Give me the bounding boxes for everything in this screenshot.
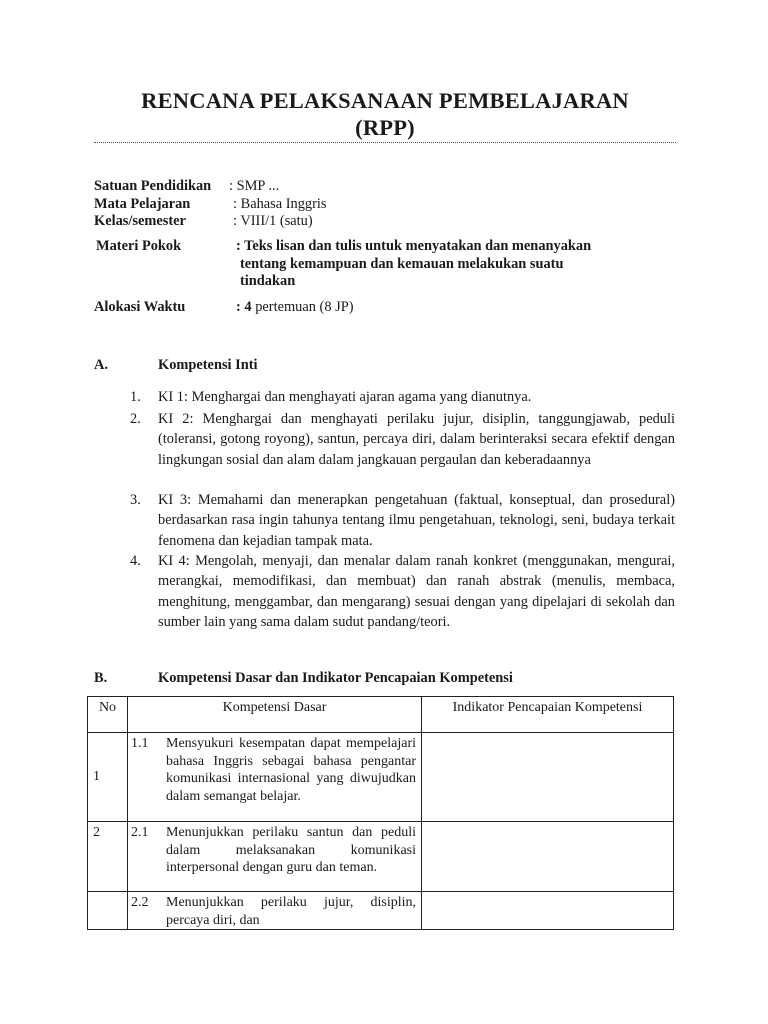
kelas-value: : VIII/1 (satu) — [233, 213, 313, 229]
table-row — [88, 822, 674, 892]
ki-text: KI 4: Mengolah, menyaji, dan menalar dalam ranah konkret (menggunakan, mengurai, merangkai, memodifikasi, dan membuat) dan ranah abstrak (menulis, membaca, menghitung, menggambar, dan mengarang) sesuai dengan yang dipelajari di sekolah dan sumber lain yang sama dalam sudut pandang/teori. — [158, 553, 675, 630]
table-header-row — [88, 697, 674, 733]
materi-label: Materi Pokok — [96, 238, 182, 254]
alokasi-value — [236, 299, 354, 316]
table-row — [88, 733, 674, 822]
satuan-label: Satuan Pendidikan — [94, 178, 212, 194]
ki-number: 2. — [130, 411, 141, 427]
kd-text: Mensyukuri kesempatan dapat mempelajari bahasa Inggris sebagai bahasa pengantar komunikasi internasional yang diwujudkan dalam semangat belajar. — [166, 736, 416, 804]
section-a-title: Kompetensi Inti — [158, 357, 258, 373]
kd-cell — [128, 733, 422, 822]
ki-number: 1. — [130, 389, 141, 405]
row-no — [88, 892, 128, 930]
alokasi-number: : 4 — [236, 299, 252, 315]
header-indikator: Indikator Pencapaian Kompetensi — [422, 697, 674, 733]
satuan-value: : SMP ... — [229, 178, 280, 194]
kd-number: 2.2 — [131, 895, 149, 910]
alokasi-unit: pertemuan (8 JP) — [251, 299, 354, 315]
header-no: No — [88, 697, 128, 733]
kelas-label: Kelas/semester — [94, 213, 186, 229]
table-row — [88, 892, 674, 930]
indikator-cell — [422, 892, 674, 930]
mapel-value: : Bahasa Inggris — [233, 196, 327, 212]
document-title: RENCANA PELAKSANAAN PEMBELAJARAN — [141, 88, 629, 113]
section-b-title: Kompetensi Dasar dan Indikator Pencapaian Kompetensi — [158, 670, 513, 686]
document-title-abbrev: (RPP) — [355, 115, 415, 140]
materi-value-line3: tindakan — [240, 273, 296, 289]
mapel-label: Mata Pelajaran — [94, 196, 191, 212]
row-no: 2 — [88, 822, 128, 892]
ki-number: 4. — [130, 553, 141, 569]
header-kd: Kompetensi Dasar — [128, 697, 422, 733]
ki-text: KI 2: Menghargai dan menghayati perilaku jujur, disiplin, tanggungjawab, peduli (toleransi, gotong royong), santun, percaya diri, dalam berinteraksi secara efektif dengan lingkungan sosial dan alam dalam jangkauan pergaulan dan keberadaannya — [158, 411, 675, 468]
section-b-letter: B. — [94, 670, 108, 686]
ki-number: 3. — [130, 492, 141, 508]
kd-text: Menunjukkan perilaku jujur, disiplin, percaya diri, dan — [166, 895, 416, 928]
identity-block — [0, 0, 768, 330]
kd-cell — [128, 892, 422, 930]
kompetensi-table — [87, 696, 674, 930]
kd-cell — [128, 822, 422, 892]
section-a-letter: A. — [94, 357, 108, 373]
row-no: 1 — [88, 733, 128, 822]
materi-value-line1: : Teks lisan dan tulis untuk menyatakan dan menanyakan — [236, 238, 592, 254]
ki-text: KI 1: Menghargai dan menghayati ajaran agama yang dianutnya. — [158, 389, 532, 405]
indikator-cell — [422, 733, 674, 822]
materi-value-line2: tentang kemampuan dan kemauan melakukan suatu — [240, 256, 564, 272]
indikator-cell — [422, 822, 674, 892]
kd-number: 1.1 — [131, 736, 149, 751]
ki-text: KI 3: Memahami dan menerapkan pengetahuan (faktual, konseptual, dan prosedural) berdasarkan rasa ingin tahunya tentang ilmu pengetahuan, teknologi, seni, budaya terkait fenomena dan kejadian tampak mata. — [158, 492, 675, 549]
kd-text: Menunjukkan perilaku santun dan peduli dalam melaksanakan komunikasi interpersonal dengan guru dan teman. — [166, 825, 416, 875]
alokasi-label: Alokasi Waktu — [94, 299, 186, 315]
kd-number: 2.1 — [131, 825, 149, 840]
